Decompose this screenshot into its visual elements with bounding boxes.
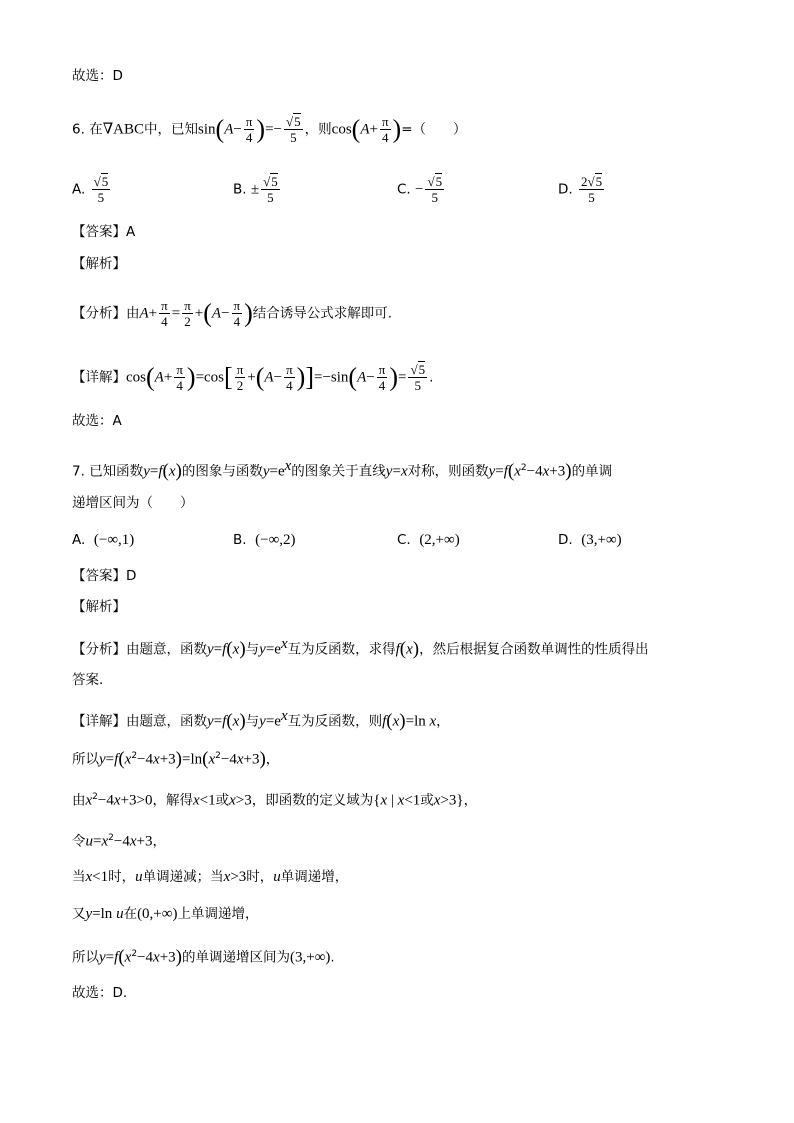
- step-1: 所以$y=f(x^2-4x+3)=\ln(x^2-4x+3)$，: [72, 748, 280, 770]
- step-4: 当x<1时，u单调递减；当x>3时，u单调递增，: [72, 869, 349, 885]
- analysis-6-detail: 【详解】cos(A+ $\frac{\pi}{4}$ )=cos[ $\frac{\pi}{2}$ +(A− $\frac{\pi}{4}$ )]=−sin(A− $\frac{\pi}{4}$ )= $\frac{√5}{5}$ .: [72, 362, 434, 393]
- question-7: 7. 已知函数y=f(x)的图象与函数$y=e^x$的图象关于直线y=x对称，则函数$y=f(x^2-4x+3)$的单调: [72, 458, 613, 482]
- option-c: C. − $\frac{√5}{5}$: [397, 174, 443, 205]
- analysis-7-detail: 【详解】由题意，函数y=f(x)与$y=e^x$互为反函数，则f(x)=ln x，: [72, 708, 450, 732]
- option-a: A. (−∞,1): [72, 532, 135, 548]
- answer-7: 【答案】D: [72, 568, 137, 584]
- choice-6: 故选：A: [72, 413, 122, 429]
- option-b: B. ± $\frac{√5}{5}$: [233, 174, 278, 205]
- step-2: 由$x^2-4x+3>0$，解得x<1或x>3，即函数的定义域为{x | x<1或x>3}，: [72, 792, 478, 809]
- analysis-7-heading: 【解析】: [72, 599, 126, 615]
- option-d: D. (3,+∞): [558, 532, 622, 548]
- analysis-6-method: 【分析】由A+ $\frac{\pi}{4}$ = $\frac{\pi}{2}$ +(A− $\frac{\pi}{4}$ )结合诱导公式求解即可.: [72, 298, 393, 329]
- analysis-7-method-line2: 答案.: [72, 672, 104, 688]
- step-6: 所以$y=f(x^2-4x+3)$的单调递增区间为(3,+∞).: [72, 946, 335, 968]
- analysis-7-method: 【分析】由题意，函数y=f(x)与$y=e^x$互为反函数，求得f(x)，然后根据复合函数单调性的性质得出: [72, 636, 649, 660]
- option-d: D. $\frac{2√5}{5}$: [558, 174, 603, 205]
- option-a: A. $\frac{√5}{5}$: [72, 174, 109, 205]
- option-b: B. (−∞,2): [233, 532, 296, 548]
- step-5: 又y=ln u在(0,+∞)上单调递增，: [72, 906, 259, 922]
- analysis-6-heading: 【解析】: [72, 256, 126, 272]
- answer-6: 【答案】A: [72, 224, 136, 240]
- question-7-line2: 递增区间为（ ）: [72, 495, 194, 511]
- choice-7: 故选：D.: [72, 985, 128, 1001]
- option-c: C. (2,+∞): [397, 532, 460, 548]
- text-line: 故选：D: [72, 68, 123, 84]
- step-3: 令$u=x^2-4x+3$，: [72, 833, 166, 850]
- question-6: 6. 在∇ABC中，已知sin(A− $\frac{\pi}{4}$ )=− $\frac{√5}{5}$ ，则cos(A+ $\frac{\pi}{4}$ )=（ ）: [72, 114, 467, 145]
